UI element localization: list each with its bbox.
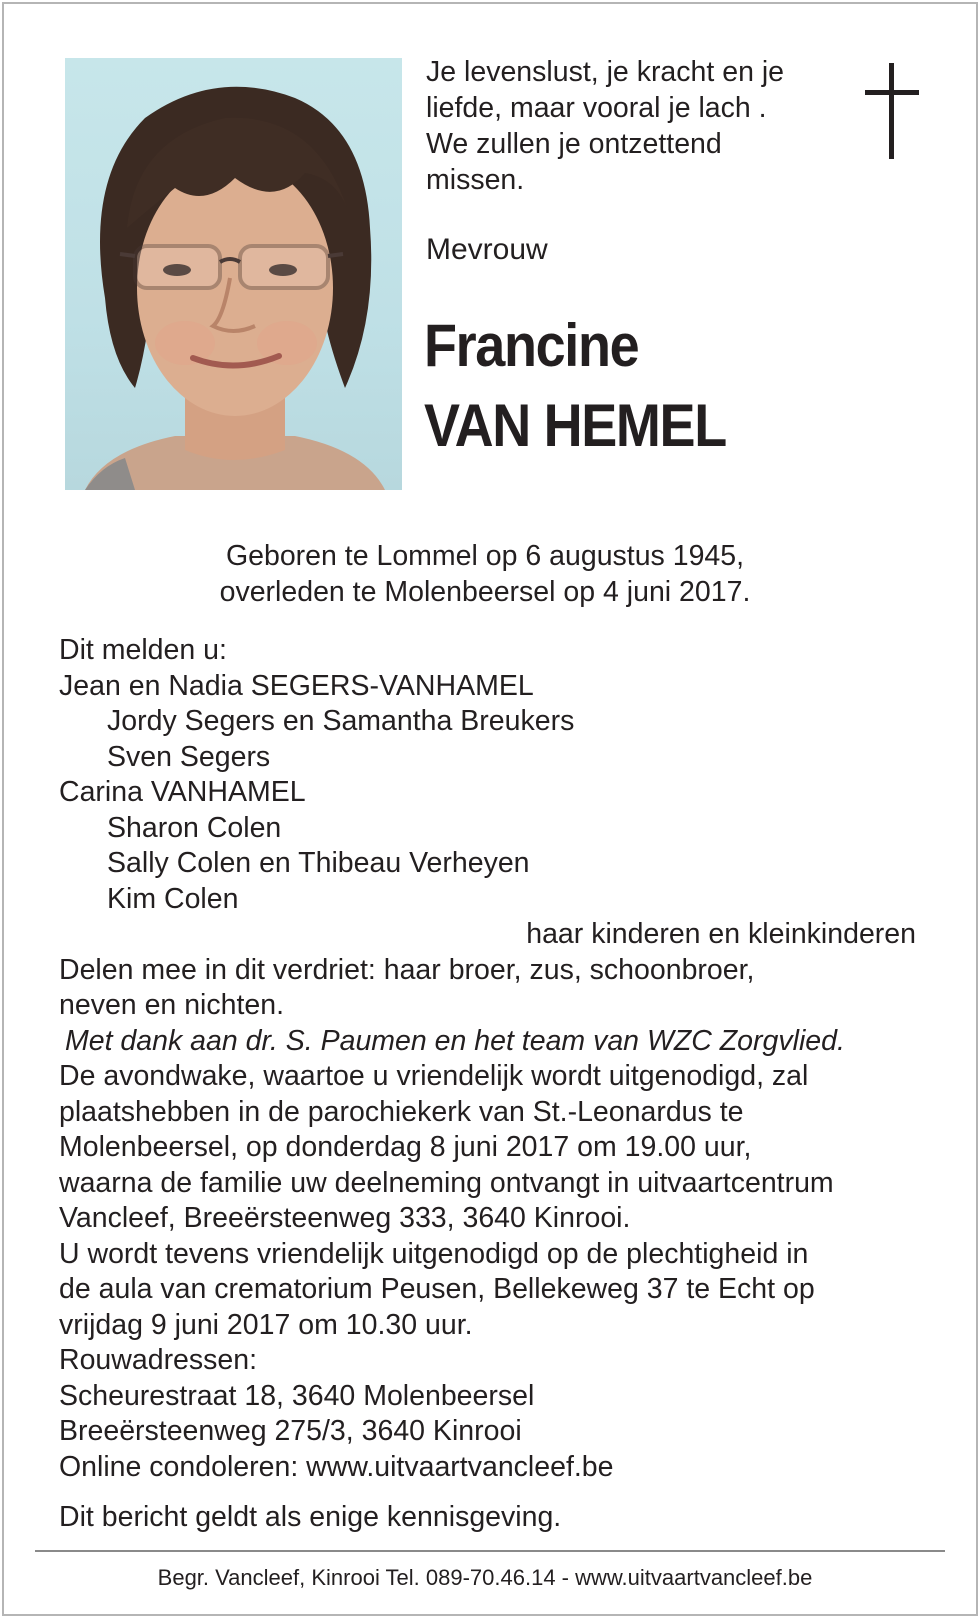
footer-divider	[35, 1550, 945, 1552]
notice-line: Dit bericht geldt als enige kennisgeving.	[59, 1501, 562, 1533]
death-line: overleden te Molenbeersel op 4 juni 2017.	[219, 576, 751, 608]
family-member: Sally Colen en Thibeau Verheyen	[107, 847, 530, 879]
ceremony-line: U wordt tevens vriendelijk uitgenodigd op de plechtigheid in	[59, 1237, 809, 1270]
family-member: Carina VANHAMEL	[59, 776, 306, 808]
wake-line: plaatshebben in de parochiekerk van St.-Leonardus te	[59, 1095, 744, 1128]
deceased-name	[424, 306, 726, 466]
announcement-body	[59, 633, 916, 1485]
family-member: Jean en Nadia SEGERS-VANHAMEL	[59, 669, 534, 702]
family-member: Sharon Colen	[107, 811, 282, 844]
verse-line: liefde, maar vooral je lach .	[426, 92, 767, 124]
ceremony-line: de aula van crematorium Peusen, Bellekeweg 37 te Echt op	[59, 1273, 815, 1305]
footer-credit: Begr. Vancleef, Kinrooi Tel. 089-70.46.14 - www.uitvaartvancleef.be	[157, 1565, 813, 1590]
last-name: VAN HEMEL	[424, 392, 726, 459]
address-line: Breeërsteenweg 275/3, 3640 Kinrooi	[59, 1415, 522, 1447]
first-name: Francine	[424, 312, 639, 379]
honorific: Mevrouw	[426, 233, 548, 266]
wake-line: De avondwake, waartoe u vriendelijk wordt uitgenodigd, zal	[59, 1060, 809, 1092]
verse-line: Je levenslust, je kracht en je	[426, 56, 785, 88]
verse-line: missen.	[426, 164, 525, 196]
verse-line: We zullen je ontzettend	[426, 128, 722, 160]
online-condolence: Online condoleren: www.uitvaartvancleef.be	[59, 1450, 614, 1483]
share-line: Delen mee in dit verdriet: haar broer, zus, schoonbroer,	[59, 953, 755, 986]
thanks-line: Met dank aan dr. S. Paumen en het team van WZC Zorgvlied.	[65, 1024, 845, 1057]
share-line: neven en nichten.	[59, 989, 285, 1021]
portrait-icon	[65, 58, 402, 490]
portrait-photo	[65, 58, 402, 490]
wake-line: waarna de familie uw deelneming ontvangt in uitvaartcentrum	[59, 1166, 834, 1199]
address-label: Rouwadressen:	[59, 1344, 258, 1376]
wake-line: Molenbeersel, op donderdag 8 juni 2017 om 19.00 uur,	[59, 1131, 752, 1163]
birth-death-dates	[0, 538, 970, 610]
verse	[426, 54, 784, 198]
ceremony-line: vrijdag 9 juni 2017 om 10.30 uur.	[59, 1308, 473, 1341]
family-member: Jordy Segers en Samantha Breukers	[107, 705, 575, 737]
cross-icon	[865, 63, 919, 159]
family-relation: haar kinderen en kleinkinderen	[526, 918, 916, 950]
address-line: Scheurestraat 18, 3640 Molenbeersel	[59, 1379, 535, 1412]
family-member: Sven Segers	[107, 740, 271, 773]
family-member: Kim Colen	[107, 882, 239, 915]
birth-line: Geboren te Lommel op 6 augustus 1945,	[225, 540, 745, 572]
wake-line: Vancleef, Breeërsteenweg 333, 3640 Kinrooi.	[59, 1202, 631, 1234]
family-intro: Dit melden u:	[59, 634, 227, 666]
